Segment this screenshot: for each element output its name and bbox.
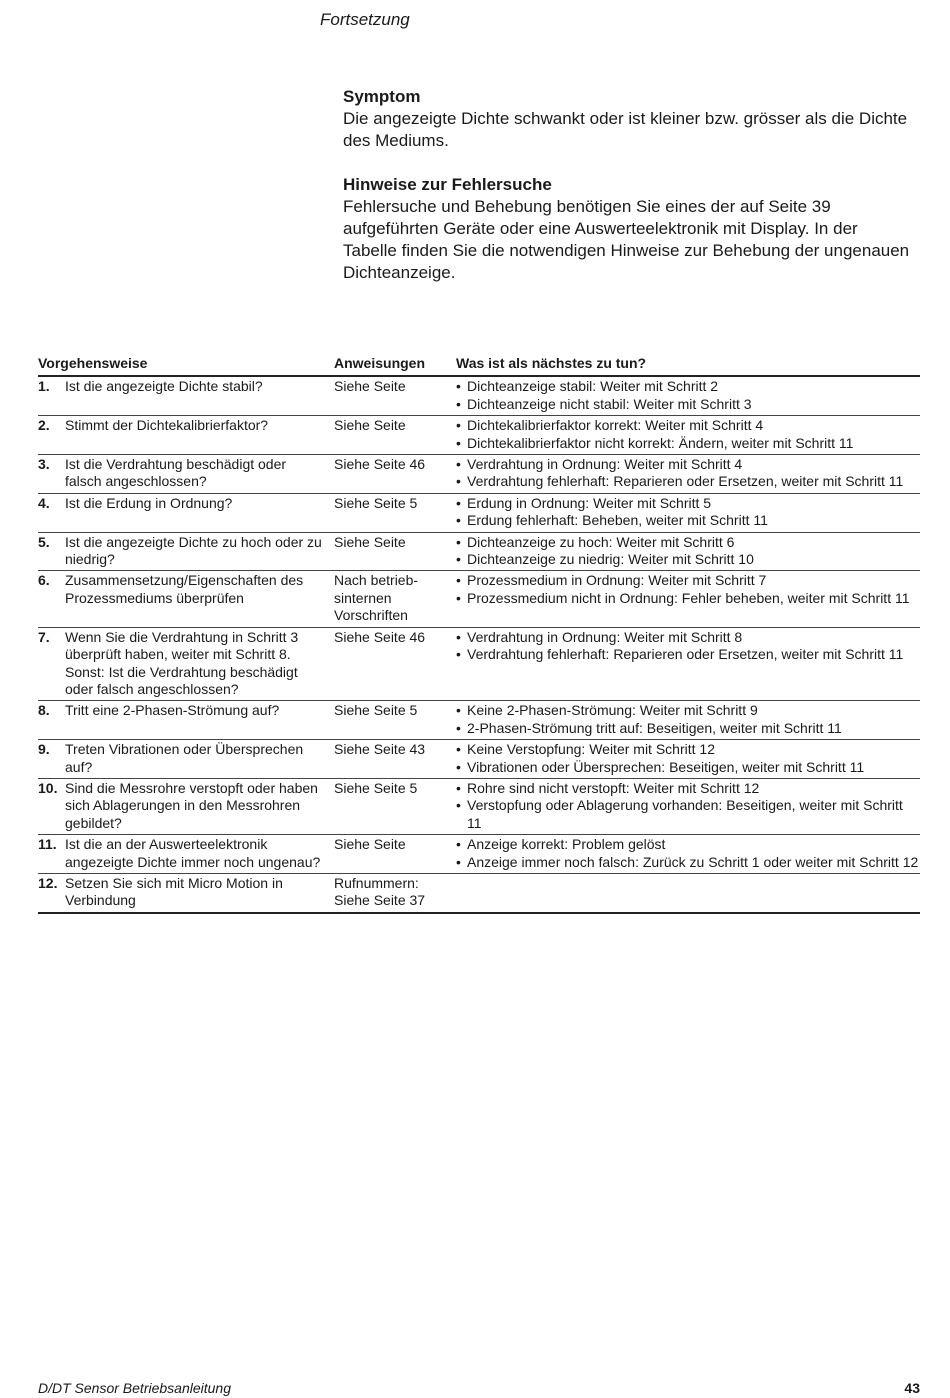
step-procedure: Treten Vibrationen oder Übersprechen auf? [65, 740, 334, 779]
continued-label: Fortsetzung [320, 10, 410, 29]
step-number: 2. [38, 416, 65, 455]
step-procedure: Ist die an der Auswerteelektronik angezeigte Dichte immer noch ungenau? [65, 835, 334, 874]
next-actions-list [456, 629, 920, 664]
step-next-actions [456, 532, 920, 571]
table-row [38, 455, 920, 494]
next-actions-list [456, 572, 920, 607]
header-instructions: Anweisungen [334, 355, 456, 376]
footer-page-number: 43 [904, 1380, 920, 1396]
step-instructions: Siehe Seite [334, 835, 456, 874]
next-action-item: • Dichtekalibrierfaktor nicht korrekt: Ändern, weiter mit Schritt 11 [456, 435, 920, 452]
header-next: Was ist als nächstes zu tun? [456, 355, 920, 376]
step-next-actions [456, 416, 920, 455]
step-procedure: Ist die Verdrahtung beschädigt oder falsch angeschlossen? [65, 455, 334, 494]
step-instructions: Rufnummern: Siehe Seite 37 [334, 873, 456, 912]
next-action-item: • Keine Verstopfung: Weiter mit Schritt 12 [456, 741, 920, 758]
next-action-item: • Prozessmedium in Ordnung: Weiter mit Schritt 7 [456, 572, 920, 589]
next-actions-list [456, 534, 920, 569]
next-actions-list [456, 378, 920, 413]
step-number: 5. [38, 532, 65, 571]
troubleshooting-table [38, 355, 920, 914]
step-number: 10. [38, 778, 65, 834]
step-instructions: Siehe Seite 46 [334, 627, 456, 701]
step-next-actions [456, 873, 920, 912]
step-number: 12. [38, 873, 65, 912]
step-procedure: Ist die Erdung in Ordnung? [65, 493, 334, 532]
next-action-item: • Vibrationen oder Übersprechen: Beseitigen, weiter mit Schritt 11 [456, 759, 920, 776]
next-actions-list [456, 741, 920, 776]
table-row [38, 376, 920, 415]
footer-doc-title: D/DT Sensor Betriebsanleitung [38, 1380, 231, 1396]
next-actions-list [456, 836, 920, 871]
table-header-row [38, 355, 920, 376]
step-instructions: Siehe Seite 5 [334, 493, 456, 532]
step-procedure: Stimmt der Dichtekalibrierfaktor? [65, 416, 334, 455]
next-action-item: • 2-Phasen-Strömung tritt auf: Beseitigen, weiter mit Schritt 11 [456, 720, 920, 737]
next-actions-list [456, 456, 920, 491]
step-next-actions [456, 701, 920, 740]
step-procedure: Tritt eine 2-Phasen-Strömung auf? [65, 701, 334, 740]
next-action-item: • Anzeige immer noch falsch: Zurück zu Schritt 1 oder weiter mit Schritt 12 [456, 854, 920, 871]
step-next-actions [456, 627, 920, 701]
next-action-item: • Dichteanzeige stabil: Weiter mit Schritt 2 [456, 378, 920, 395]
table-row [38, 740, 920, 779]
next-action-item: • Dichteanzeige zu hoch: Weiter mit Schritt 6 [456, 534, 920, 551]
table-row [38, 778, 920, 834]
step-procedure: Ist die angezeigte Dichte zu hoch oder zu niedrig? [65, 532, 334, 571]
step-instructions: Siehe Seite [334, 532, 456, 571]
next-action-item: • Dichteanzeige zu niedrig: Weiter mit Schritt 10 [456, 551, 920, 568]
symptom-heading: Symptom [343, 87, 421, 106]
step-procedure: Ist die angezeigte Dichte stabil? [65, 376, 334, 415]
step-procedure: Wenn Sie die Verdrahtung in Schritt 3 überprüft haben, weiter mit Schritt 8. Sonst: Ist die Verdrahtung beschädigt oder falsch angeschlossen? [65, 627, 334, 701]
step-instructions: Siehe Seite 43 [334, 740, 456, 779]
step-next-actions [456, 740, 920, 779]
next-action-item: • Verdrahtung fehlerhaft: Reparieren oder Ersetzen, weiter mit Schritt 11 [456, 473, 920, 490]
table-row [38, 873, 920, 912]
hints-text: Fehlersuche und Behebung benötigen Sie eines der auf Seite 39 aufgeführten Geräte oder eine Auswerteelektronik mit Display. In der Tabelle finden Sie die notwendigen Hinweise zur Behebung der ungenauen Dichteanzeige. [343, 197, 910, 282]
next-action-item: • Verdrahtung in Ordnung: Weiter mit Schritt 8 [456, 629, 920, 646]
step-number: 6. [38, 571, 65, 627]
next-action-item: • Dichtekalibrierfaktor korrekt: Weiter mit Schritt 4 [456, 417, 920, 434]
step-number: 7. [38, 627, 65, 701]
step-instructions: Siehe Seite [334, 416, 456, 455]
next-actions-list [456, 417, 920, 452]
step-number: 1. [38, 376, 65, 415]
symptom-text: Die angezeigte Dichte schwankt oder ist kleiner bzw. grösser als die Dichte des Mediums. [343, 109, 908, 150]
intro-section [343, 86, 913, 284]
table-row [38, 701, 920, 740]
step-instructions: Siehe Seite [334, 376, 456, 415]
next-actions-list [456, 780, 920, 832]
hints-heading: Hinweise zur Fehlersuche [343, 175, 552, 194]
next-action-item: • Verstopfung oder Ablagerung vorhanden: Beseitigen, weiter mit Schritt 11 [456, 797, 920, 832]
next-action-item: • Verdrahtung fehlerhaft: Reparieren oder Ersetzen, weiter mit Schritt 11 [456, 646, 920, 663]
step-number: 11. [38, 835, 65, 874]
step-next-actions [456, 493, 920, 532]
step-number: 3. [38, 455, 65, 494]
table-row [38, 627, 920, 701]
step-instructions: Siehe Seite 5 [334, 778, 456, 834]
table-row [38, 532, 920, 571]
next-actions-list [456, 495, 920, 530]
next-action-item: • Keine 2-Phasen-Strömung: Weiter mit Schritt 9 [456, 702, 920, 719]
step-procedure: Setzen Sie sich mit Micro Motion in Verbindung [65, 873, 334, 912]
table-row [38, 416, 920, 455]
step-instructions: Siehe Seite 5 [334, 701, 456, 740]
next-action-item: • Anzeige korrekt: Problem gelöst [456, 836, 920, 853]
table-row [38, 571, 920, 627]
step-procedure: Sind die Messrohre verstopft oder haben sich Ablagerungen in den Messrohren gebildet? [65, 778, 334, 834]
step-number: 4. [38, 493, 65, 532]
next-action-item: • Prozessmedium nicht in Ordnung: Fehler beheben, weiter mit Schritt 11 [456, 590, 920, 607]
step-number: 8. [38, 701, 65, 740]
table-row [38, 835, 920, 874]
next-action-item: • Rohre sind nicht verstopft: Weiter mit Schritt 12 [456, 780, 920, 797]
step-procedure: Zusammensetzung/Eigenschaften des Prozessmediums überprüfen [65, 571, 334, 627]
step-number: 9. [38, 740, 65, 779]
next-actions-list [456, 702, 920, 737]
step-instructions: Nach betriebsinternen Vorschriften [334, 571, 456, 627]
step-next-actions [456, 835, 920, 874]
step-next-actions [456, 376, 920, 415]
step-next-actions [456, 571, 920, 627]
step-instructions: Siehe Seite 46 [334, 455, 456, 494]
next-action-item: • Dichteanzeige nicht stabil: Weiter mit Schritt 3 [456, 396, 920, 413]
step-next-actions [456, 455, 920, 494]
table-row [38, 493, 920, 532]
next-action-item: • Verdrahtung in Ordnung: Weiter mit Schritt 4 [456, 456, 920, 473]
next-action-item: • Erdung in Ordnung: Weiter mit Schritt 5 [456, 495, 920, 512]
step-next-actions [456, 778, 920, 834]
next-action-item: • Erdung fehlerhaft: Beheben, weiter mit Schritt 11 [456, 512, 920, 529]
header-procedure: Vorgehensweise [38, 355, 334, 376]
